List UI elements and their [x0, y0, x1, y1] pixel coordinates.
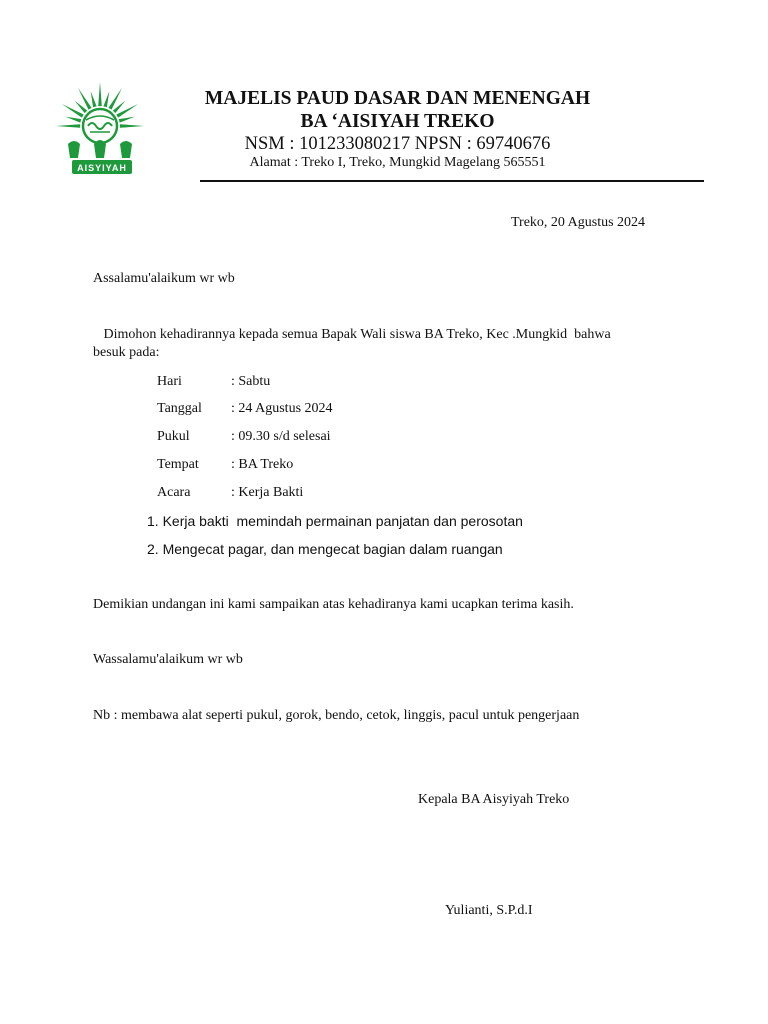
detail-value: : Sabtu [231, 374, 271, 389]
logo-ray [103, 91, 109, 107]
detail-label: Hari [157, 374, 182, 389]
signer-name: Yulianti, S.P.d.I [445, 903, 533, 918]
detail-value: : 09.30 s/d selesai [231, 429, 331, 444]
greeting: Assalamu'alaikum wr wb [93, 271, 235, 286]
closing-note: Demikian undangan ini kami sampaikan atas kehadiranya kami ucapkan terima kasih. [93, 597, 574, 612]
detail-value: : 24 Agustus 2024 [231, 401, 333, 416]
signer-title: Kepala BA Aisyiyah Treko [418, 792, 570, 807]
intro-line-1: Dimohon kehadirannya kepada semua Bapak Wali siswa BA Treko, Kec .Mungkid bahwa [93, 327, 611, 342]
letterhead-ids: NSM : 101233080217 NPSN : 69740676 [244, 134, 551, 154]
logo-ray [91, 91, 97, 107]
nb-note: Nb : membawa alat seperti pukul, gorok, bendo, cetok, linggis, pacul untuk pengerjaan [93, 708, 580, 723]
logo-ray [98, 82, 102, 106]
letterhead-address: Alamat : Treko I, Treko, Mungkid Magelang 565551 [249, 155, 546, 170]
letterhead-title-line2: BA ‘AISIYAH TREKO [300, 111, 495, 132]
detail-label: Acara [157, 485, 191, 500]
activity-item: 2. Mengecat pagar, dan mengecat bagian dalam ruangan [147, 541, 503, 557]
logo-ray [119, 117, 135, 123]
letter-date: Treko, 20 Agustus 2024 [511, 215, 646, 230]
activity-item: 1. Kerja bakti memindah permainan panjatan dan perosotan [147, 513, 523, 529]
logo-ray [65, 117, 81, 123]
logo-wordmark: AISYIYAH [77, 163, 127, 173]
logo-ray [120, 124, 144, 128]
letterhead-title-line1: MAJELIS PAUD DASAR DAN MENENGAH [204, 88, 591, 109]
farewell: Wassalamu'alaikum wr wb [93, 652, 243, 667]
aisyiyah-logo-icon [46, 80, 154, 178]
detail-label: Tanggal [157, 401, 202, 416]
letterhead-divider [200, 180, 704, 182]
detail-label: Pukul [157, 429, 190, 444]
detail-label: Tempat [157, 457, 199, 472]
detail-value: : Kerja Bakti [231, 485, 304, 500]
detail-value: : BA Treko [231, 457, 294, 472]
intro-line-2: besuk pada: [93, 345, 160, 360]
logo-ray [56, 124, 80, 128]
